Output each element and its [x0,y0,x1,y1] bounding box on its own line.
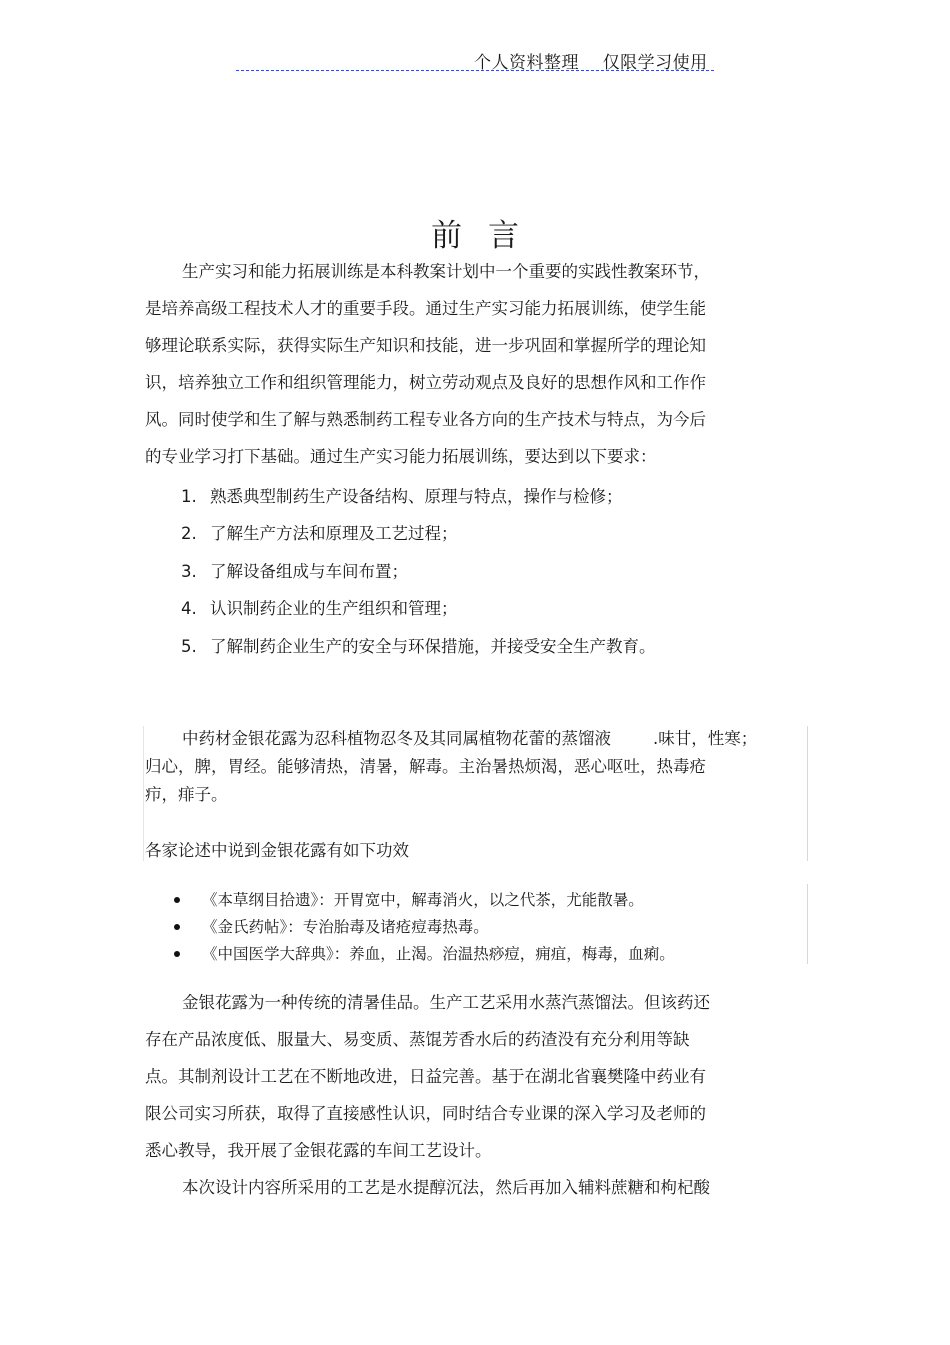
paragraph-line: 悉心教导，我开展了金银花露的车间工艺设计。 [145,1141,492,1160]
requirement-text: 熟悉典型制药生产设备结构、原理与特点，操作与检修； [210,487,623,506]
page-header: 个人资料整理 仅限学习使用 [474,53,708,73]
page-title: 前言 [431,218,545,254]
bullet-dot-icon [174,924,180,930]
intro-paragraph [145,253,765,475]
requirement-number: 4. [181,599,197,618]
citation-text: 《中国医学大辞典》：养血，止渴。治温热痧痘，痈疽，梅毒，血痢。 [202,945,675,963]
citation-item [174,889,644,911]
citation-text: 《金氏药帖》：专治胎毒及诸疮痘毒热毒。 [202,918,489,936]
bullet-dot-icon [174,951,180,957]
requirement-text: 了解制药企业生产的安全与环保措施，并接受安全生产教育。 [210,637,656,656]
herb-line: 疖，痱子。 [145,785,228,804]
paragraph-line: 风。同时使学和生了解与熟悉制药工程专业各方向的生产技术与特点，为今后 [145,410,706,429]
citation-item [174,916,489,938]
requirement-text: 认识制药企业的生产组织和管理； [210,599,458,618]
paragraph-line: 本次设计内容所采用的工艺是水提醇沉法，然后再加入辅料蔗糖和枸杞酸 [182,1178,710,1197]
paragraph-line: 的专业学习打下基础。通过生产实习能力拓展训练，要达到以下要求： [145,447,657,466]
requirement-item [181,599,458,619]
bullet-dot-icon [174,897,180,903]
requirement-number: 2. [181,524,197,543]
paragraph-line: 是培养高级工程技术人才的重要手段。通过生产实习能力拓展训练，使学生能 [145,299,706,318]
paragraph-line: 生产实习和能力拓展训练是本科教案计划中一个重要的实践性教案环节， [182,262,710,281]
paragraph-line: 存在产品浓度低、服量大、易变质、蒸馄芳香水后的药渣没有充分利用等缺 [145,1030,690,1049]
paragraph-line: 点。其制剂设计工艺在不断地改进，日益完善。基于在湖北省襄樊隆中药业有 [145,1067,706,1086]
herb-line: 中药材金银花露为忍科植物忍冬及其同属植物花蕾的蒸馏液 .味甘，性寒； [182,729,758,748]
citation-box-right-border [807,884,808,964]
requirement-item [181,524,458,544]
citation-text: 《本草纲目拾遗》：开胃宽中，解毒消火，以之代茶，尤能散暑。 [202,891,644,909]
paragraph-line: 限公司实习所获，取得了直接感性认识，同时结合专业课的深入学习及老师的 [145,1104,706,1123]
paragraph-line: 够理论联系实际，获得实际生产知识和技能，进一步巩固和掌握所学的理论知 [145,336,706,355]
box-right-border [807,726,808,861]
paragraph-line: 识，培养独立工作和组织管理能力，树立劳动观点及良好的思想作风和工作作 [145,373,706,392]
requirement-item [181,562,408,582]
requirement-item [181,637,656,657]
requirement-text: 了解生产方法和原理及工艺过程； [210,524,458,543]
requirement-number: 1. [181,487,197,506]
paragraph-line: 金银花露为一种传统的清暑佳品。生产工艺采用水蒸汽蒸馏法。但该药还 [182,993,710,1012]
herb-description [145,725,805,809]
process-paragraph [145,984,765,1206]
requirement-text: 了解设备组成与车间布置； [210,562,408,581]
citations-heading: 各家论述中说到金银花露有如下功效 [145,841,409,860]
requirement-number: 3. [181,562,197,581]
header-dashed-rule [236,70,714,71]
requirement-item [181,487,623,507]
herb-line: 归心，脾，胃经。能够清热，清暑，解毒。主治暑热烦渴，恶心呕吐，热毒疮 [145,757,706,776]
citation-item [174,943,675,965]
box-left-border [143,726,144,861]
requirement-number: 5. [181,637,197,656]
